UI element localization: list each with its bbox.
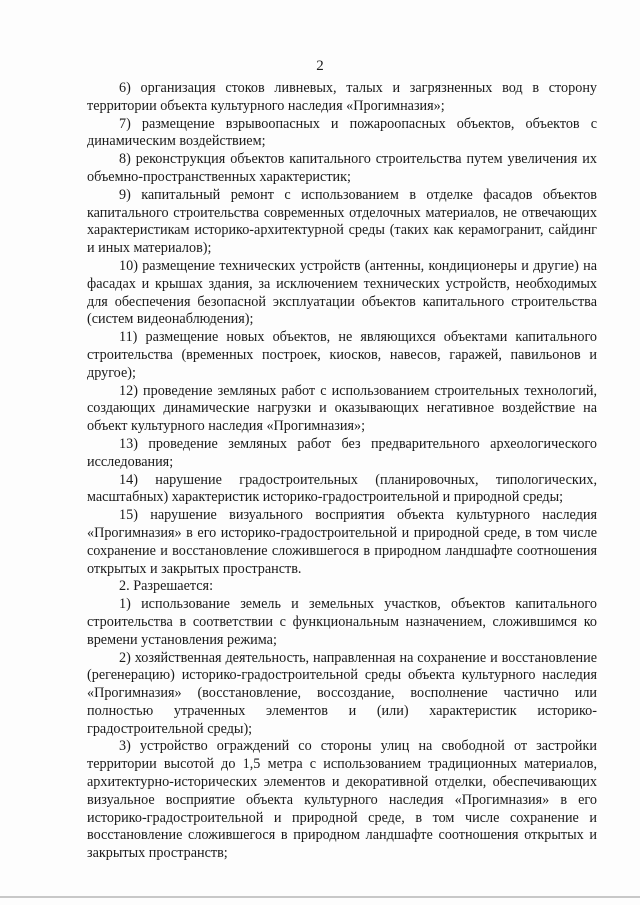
allowed-item-3: 3) устройство ограждений со стороны улиц на свободной от застройки территории высотой до 1,5 метра с использованием традиционных материалов, архитектурно-исторических элементов и декоративной отделки, обеспечивающих визуальное восприятие объекта культурного наследия «Прогимназия» в его историко-градостроительной и природной среде, в том числе сохранение и восстановление сложившегося в природном ландшафте соотношения открытых и закрытых пространств; [87, 738, 597, 862]
paragraph-item-7: 7) размещение взрывоопасных и пожароопасных объектов, объектов с динамическим воздействием; [87, 115, 597, 150]
allowed-item-1: 1) использование земель и земельных участков, объектов капитального строительства в соответствии с функциональным назначением, сложившимся ко времени установления режима; [87, 596, 597, 648]
paragraph-item-11: 11) размещение новых объектов, не являющихся объектами капитального строительства (временных построек, киосков, навесов, гаражей, павильонов и другое); [87, 329, 597, 381]
paragraph-item-14: 14) нарушение градостроительных (планировочных, типологических, масштабных) характеристик историко-градостроительной и природной среды; [87, 471, 597, 506]
paragraph-item-10: 10) размещение технических устройств (антенны, кондиционеры и другие) на фасадах и крышах здания, за исключением технических устройств, необходимых для обеспечения безопасной эксплуатации объектов капитального строительства (систем видеонаблюдения); [87, 257, 597, 328]
paragraph-item-12: 12) проведение земляных работ с использованием строительных технологий, создающих динамические нагрузки и оказывающих негативное воздействие на объект культурного наследия «Прогимназия»; [87, 382, 597, 435]
paragraph-item-15: 15) нарушение визуального восприятия объекта культурного наследия «Прогимназия» в его историко-градостроительной и природной среде, в том числе сохранение и восстановление сложившегося в природном ландшафте соотношения открытых и закрытых пространств. [87, 507, 597, 577]
section-heading-allowed: 2. Разрешается: [119, 578, 214, 595]
allowed-item-2: 2) хозяйственная деятельность, направленная на сохранение и восстановление (регенерацию) историко-градостроительной среды объекта культурного наследия «Прогимназия» (восстановление, воссоздание, восполнение частично или полностью утраченных элементов и (или) характеристик историко-градостроительной среды); [87, 649, 597, 737]
paragraph-item-6: 6) организация стоков ливневых, талых и загрязненных вод в сторону территории объекта культурного наследия «Прогимназия»; [87, 80, 597, 114]
paragraph-item-8: 8) реконструкция объектов капитального строительства путем увеличения их объемно-пространственных характеристик; [87, 151, 597, 185]
paragraph-item-13: 13) проведение земляных работ без предварительного археологического исследования; [87, 435, 597, 470]
paragraph-item-9: 9) капитальный ремонт с использованием в отделке фасадов объектов капитального строительства современных отделочных материалов, не отвечающих характеристикам историко-архитектурной среды (таких как керамогранит, сайдинг и иных материалов); [87, 186, 597, 257]
scan-edge-divider [0, 896, 640, 898]
document-body [87, 80, 597, 863]
page-number: 2 [316, 58, 324, 74]
